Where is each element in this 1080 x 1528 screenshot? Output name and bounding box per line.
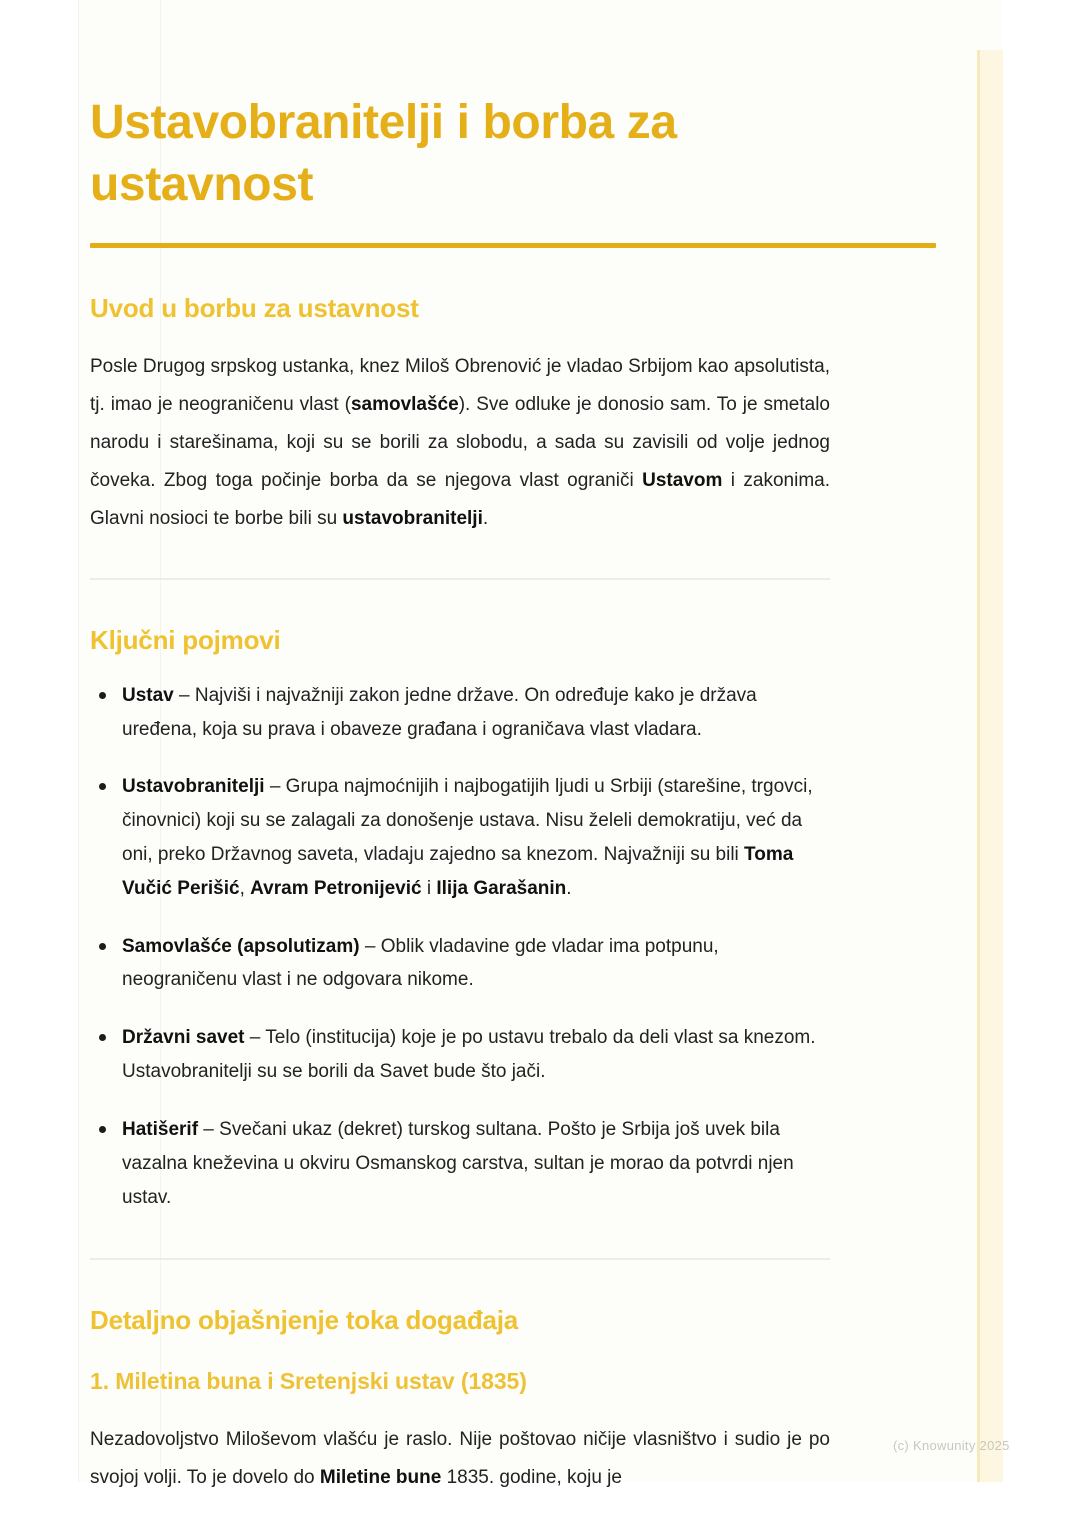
intro-text-part-2: ). Sve odluke je donosio sam. To je smetalo narodu i starešinama, koji su se borili za slobodu, a sada su zavisili od volje jednog čoveka. Zbog toga počinje borba da se njegova vlast ograniči bbox=[90, 394, 831, 492]
intro-text-part-4: . bbox=[482, 508, 489, 530]
list-item bbox=[90, 930, 830, 998]
bullet-dot-icon bbox=[99, 692, 106, 699]
term-dash: – bbox=[244, 1027, 266, 1049]
section-heading-detail: Detaljno objašnjenje toka događaja bbox=[90, 1305, 519, 1336]
term-name-avram-petronijevic: Avram Petronijević bbox=[250, 877, 422, 899]
copyright-watermark: (c) Knowunity 2025 bbox=[893, 1438, 1010, 1453]
term-name-toma-vucic-perisic: Toma Vučić Perišić bbox=[122, 844, 794, 899]
term-separator-2: i bbox=[421, 877, 437, 899]
term-dash: – bbox=[198, 1118, 220, 1140]
bullet-dot-icon bbox=[99, 943, 106, 950]
term-label: Državni savet bbox=[122, 1027, 245, 1049]
term-label: Ustavobranitelji bbox=[122, 776, 265, 798]
term-dash: – bbox=[264, 776, 286, 798]
detail-text-part-1: Nezadovoljstvo Miloševom vlašću je raslo. Nije poštovao ničije vlasništvo i sudio je po svojoj volji. To je dovelo do bbox=[90, 1428, 830, 1488]
intro-text-part-1: Posle Drugog srpskog ustanka, knez Miloš Obrenović je vladao Srbijom kao apsolutista, tj. imao je neograničenu vlast ( bbox=[90, 356, 830, 416]
term-definition: Telo (institucija) koje je po ustavu trebalo da deli vlast sa knezom. Ustavobranitelji su se borili da Savet bude što jači. bbox=[122, 1027, 816, 1083]
list-item bbox=[90, 770, 830, 905]
page-right-edge-band bbox=[977, 50, 1003, 1482]
term-tail-end: . bbox=[566, 877, 572, 899]
bullet-dot-icon bbox=[99, 1126, 106, 1133]
bullet-dot-icon bbox=[99, 1034, 106, 1041]
intro-bold-samovlasce: samovlašće bbox=[350, 394, 459, 416]
term-label: Samovlašće (apsolutizam) bbox=[122, 935, 360, 957]
detail-text-part-2: 1835. godine, koju je bbox=[441, 1466, 622, 1488]
term-separator-1: , bbox=[239, 877, 251, 899]
subsection-heading-miletina-buna: 1. Miletina buna i Sretenjski ustav (1835) bbox=[90, 1367, 527, 1394]
detail-paragraph bbox=[90, 1397, 830, 1497]
section-heading-intro: Uvod u borbu za ustavnost bbox=[90, 292, 419, 323]
term-definition: Najviši i najvažniji zakon jedne države. On određuje kako je država uređena, koja su prava i obaveze građana i ograničava vlast vladara. bbox=[122, 684, 757, 740]
term-definition: Svečani ukaz (dekret) turskog sultana. Pošto je Srbija još uvek bila vazalna kneževina u okviru Osmanskog carstva, sultan je morao da potvrdi njen ustav. bbox=[122, 1118, 794, 1208]
term-definition: Grupa najmoćnijih i najbogatijih ljudi u Srbiji (starešine, trgovci, činovnici) koji su se zalagali za donošenje ustava. Nisu želeli demokratiju, već da oni, preko Državnog saveta, vladaju zajedno sa knezom. Najvažniji su bili bbox=[122, 776, 813, 866]
list-item bbox=[90, 679, 830, 747]
intro-bold-ustavobranitelji: ustavobranitelji bbox=[342, 508, 483, 530]
key-terms-list bbox=[90, 657, 830, 1215]
list-item bbox=[90, 1021, 830, 1089]
term-definition: Oblik vladavine gde vladar ima potpunu, neograničenu vlast i ne odgovara nikome. bbox=[122, 935, 719, 991]
intro-text-part-3: i zakonima. Glavni nosioci te borbe bili su bbox=[90, 470, 831, 530]
detail-bold-miletine-bune: Miletine bune bbox=[319, 1466, 442, 1488]
term-label: Ustav bbox=[122, 684, 174, 706]
page-title: Ustavobranitelji i borba za ustavnost bbox=[90, 96, 677, 212]
bullet-dot-icon bbox=[99, 783, 106, 790]
section-heading-key-terms: Ključni pojmovi bbox=[90, 625, 281, 656]
term-label: Hatišerif bbox=[122, 1118, 199, 1140]
list-item bbox=[90, 1113, 830, 1214]
intro-bold-ustavom: Ustavom bbox=[642, 470, 723, 492]
page-guide-line-left bbox=[78, 0, 79, 1482]
intro-paragraph bbox=[90, 324, 830, 538]
term-dash: – bbox=[359, 935, 381, 957]
document-content bbox=[90, 0, 936, 1497]
page-right-edge-band-border bbox=[977, 50, 980, 1482]
term-dash: – bbox=[173, 684, 195, 706]
term-name-ilija-garasanin: Ilija Garašanin bbox=[436, 877, 567, 899]
